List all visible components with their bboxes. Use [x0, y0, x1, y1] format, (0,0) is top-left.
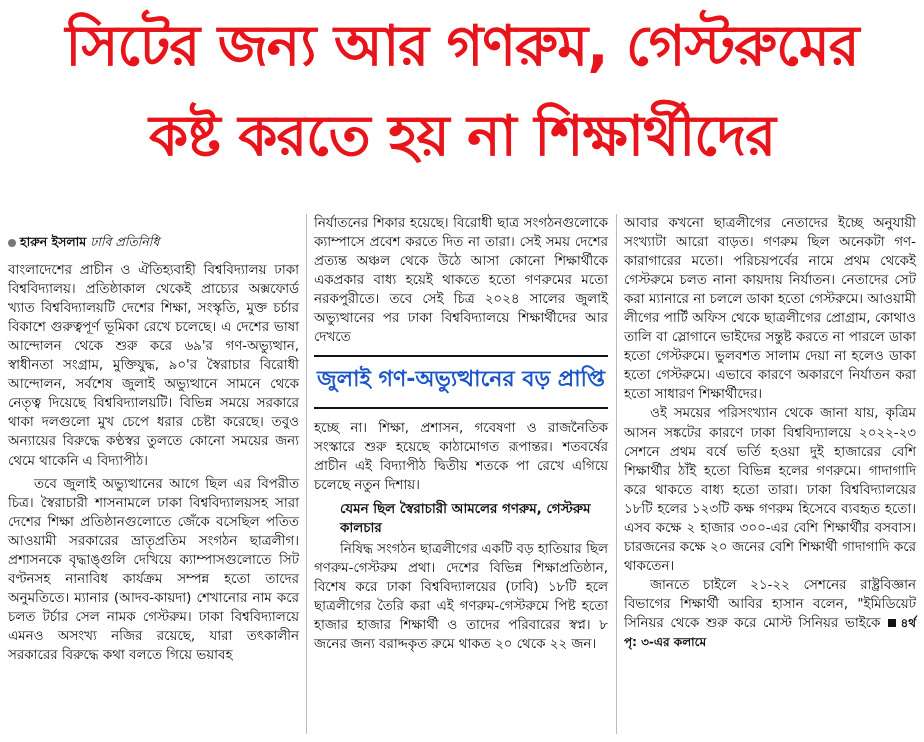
headline-line-2: কষ্ট করতে হয় না শিক্ষার্থীদের — [148, 104, 776, 169]
bullet-icon — [8, 239, 16, 247]
subheading: যেমন ছিল স্বৈরাচারী আমলের গণরুম, গেস্টরুম কালচার — [340, 501, 591, 536]
paragraph — [624, 576, 916, 652]
article-column-3 — [624, 214, 916, 652]
paragraph: নিষিদ্ধ সংগঠন ছাত্রলীগের একটি বড় হাতিয়ার ছিল গণরুম-গেস্টরুম প্রথা। দেশের বিভিন্ন শিক্ষাপ্রতিষ্ঠান, বিশেষ করে ঢাকা বিশ্ববিদ্যালয়ের (ঢাবি) ১৮টি হলে ছাত্রলীগের তৈরি করা এই গণরুম-গেস্টরুমে পিষ্ট হতো হাজার হাজার শিক্ষার্থী ও তাদের পরিবারের স্বপ্ন। ৮ জনের জন্য বরাদ্দকৃত রুমে থাকত ২০ থেকে ২২ জন। — [314, 541, 608, 652]
column-divider — [616, 214, 617, 734]
paragraph: তবে জুলাই অভ্যুত্থানের আগে ছিল এর বিপরীত চিত্র। স্বৈরাচারী শাসনামলে ঢাকা বিশ্ববিদ্যালয়সহ সারা দেশের শিক্ষা প্রতিষ্ঠানগুলোতে জেঁকে বসেছিল পতিত আওয়ামী সরকারের ভ্রাতৃপ্রতিম সংগঠন ছাত্রলীগ। প্রশাসনকে বৃদ্ধাঙ্গুলি দেখিয়ে ক্যাম্পাসগুলোতে সিট বণ্টনসহ নানাবিধ কার্যক্রম সম্পন্ন হতো তাদের অনুমতিতে। ম্যানার (আদব-কায়দা) শেখানোর নাম করে চলত টর্চার সেল নামক গেস্টরুম। ঢাকা বিশ্ববিদ্যালয়ে এমনও অসংখ্য নজির রয়েছে, যারা তৎকালীন সরকারের বিরুদ্ধে কথা বলতে গিয়ে ভয়াবহ — [8, 476, 299, 663]
paragraph: নির্যাতনের শিকার হয়েছে। বিরোধী ছাত্র সংগঠনগুলোকে ক্যাম্পাসে প্রবেশ করতে দিত না তারা। সেই সময় দেশের প্রত্যন্ত অঞ্চল থেকে উঠে আসা কোনো শিক্ষার্থীকে একপ্রকার বাধ্য হয়েই থাকতে হতো গণরুমের মতো নরকপুরীতে। তবে সেই চিত্র ২০২৪ সালের জুলাই অভ্যুত্থানের পর ঢাকা বিশ্ববিদ্যালয়ে শিক্ষার্থীদের আর দেখতে — [314, 216, 608, 346]
paragraph-text: জানতে চাইলে ২১-২২ সেশনের রাষ্ট্রবিজ্ঞান বিভাগের শিক্ষার্থী আবির হাসান বলেন, "ইমিডিয়েট সিনিয়র থেকে শুরু করে মোস্ট সিনিয়র ভাইকে — [624, 577, 916, 631]
author-name: হারুন ইসলাম — [20, 234, 87, 249]
paragraph: বাংলাদেশের প্রাচীন ও ঐতিহ্যবাহী বিশ্ববিদ্যালয় ঢাকা বিশ্ববিদ্যালয়। প্রতিষ্ঠাকাল থেকেই প্রাচ্যের অক্সফোর্ড খ্যাত বিশ্ববিদ্যালয়টি দেশের শিক্ষা, সংস্কৃতি, মুক্ত চর্চার বিকাশে গুরুত্বপূর্ণ ভূমিকা রেখে চলেছে। এ দেশের ভাষা আন্দোলন থেকে শুরু করে ৬৯'র গণ-অভ্যুত্থান, স্বাধীনতা সংগ্রাম, মুক্তিযুদ্ধ, ৯০'র স্বৈরাচার বিরোধী আন্দোলন, সর্বশেষ জুলাই অভ্যুত্থানে সামনে থেকে নেতৃত্ব দিয়েছে বিশ্ববিদ্যালয়টি। বিভিন্ন সময়ে সরকারে থাকা দলগুলো মুখ চেপে ধরার চেষ্টা করেছে। তবুও অন্যায়ের বিরুদ্ধে কণ্ঠস্বর তুলতে কোনো সময়ের জন্য থেমে থাকেনি এ বিদ্যাপীঠ। — [8, 263, 299, 469]
square-bullet-icon — [888, 619, 896, 627]
paragraph: আবার কখনো ছাত্রলীগের নেতাদের ইচ্ছে অনুযায়ী সংখ্যাটা আরো বাড়ত। গণরুম ছিল অনেকটা গণ-কারাগারের মতো। পরিচয়পর্বের নামে প্রথম থেকেই গেস্টরুমে চলত নানা কায়দায় নির্যাতন। নেতাদের সেট করা ম্যানারে না চললে ডাকা হতো গেস্টরুমে। আওয়ামী লীগের পার্টি অফিস থেকে ছাত্রলীগের প্রোগ্রাম, কোথাও তালি বা স্লোগানে ভাইদের সন্তুষ্ট করতে না পারলে ডাকা হতো গেস্টরুমে। ভুলবশত সালাম দেয়া না হলেও ডাকা হতো গেস্টরুমে। এভাবে কারণে অকারণে নির্যাতন করা হতো সাধারণ শিক্ষার্থীদের। — [624, 216, 916, 403]
jump-label: ৪র্থ পৃ: ৩-এর কলামে — [624, 615, 916, 650]
headline-line-1: সিটের জন্য আর গণরুম, গেস্টরুমের — [65, 14, 859, 79]
author-role: ঢাবি প্রতিনিধি — [90, 234, 160, 249]
column-divider — [306, 214, 307, 734]
paragraph: ওই সময়ের পরিসংখ্যান থেকে জানা যায়, কৃত্রিম আসন সঙ্কটের কারণে ঢাকা বিশ্ববিদ্যালয়ে ২০২২-২৩ সেশনে প্রথম বর্ষে ভর্তি হওয়া দুই হাজারের বেশি শিক্ষার্থীর ঠাঁই হতো বিভিন্ন হলের গণরুমে। গাদাগাদি করে থাকতে বাধ্য হতো তারা। ঢাকা বিশ্ববিদ্যালয়ের ১৮টি হলের ১২৩টি কক্ষ গণরুম হিসেবে ব্যবহৃত হতো। এসব কক্ষে ২ হাজার ৩০০-এর বেশি শিক্ষার্থীর বসবাস। চারজনের কক্ষে ২০ জনের বেশি শিক্ষার্থী গাদাগাদি করে থাকতেন। — [624, 406, 916, 574]
article-column-2 — [314, 214, 608, 654]
article-column-1 — [8, 232, 299, 665]
byline — [8, 232, 299, 251]
pull-quote: জুলাই গণ-অভ্যুত্থানের বড় প্রাপ্তি — [314, 355, 608, 409]
paragraph: হচ্ছে না। শিক্ষা, প্রশাসন, গবেষণা ও রাজনৈতিক সংস্কারে শুরু হয়েছে কাঠামোগত রূপান্তর। শতবর্ষের প্রাচীন এই বিদ্যাপীঠ দ্বিতীয় শতকে পা রেখে এগিয়ে চলেছে নতুন দিশায়। — [314, 421, 608, 494]
